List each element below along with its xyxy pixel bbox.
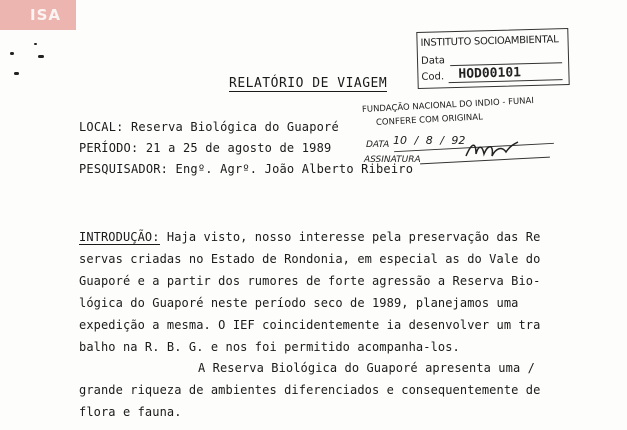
intro-heading: INTRODUÇÃO: <box>79 230 160 244</box>
field-periodo-label: PERÍODO: <box>79 141 139 155</box>
field-local-value: Reserva Biológica do Guaporé <box>131 120 339 134</box>
registry-stamp <box>416 28 569 89</box>
intro-text: Haja visto, nosso interesse pela preservação das Re <box>166 230 541 244</box>
funai-data-label: DATA <box>366 140 390 150</box>
funai-assinatura-label: ASSINATURA <box>364 155 421 165</box>
field-local-label: LOCAL: <box>79 120 124 134</box>
scan-mark <box>38 55 44 58</box>
document-title: RELATÓRIO DE VIAGEM <box>229 76 388 91</box>
para2-line-1: A Reserva Biológica do Guaporé apresenta uma / <box>198 361 535 375</box>
handwritten-signature-icon <box>462 138 522 162</box>
intro-line-3: Guaporé e a partir dos rumores de forte agressão a Reserva Bio- <box>79 274 541 288</box>
scan-mark <box>10 52 14 55</box>
field-pesquisador-value: Engº. Agrº. João Alberto Ribeiro <box>175 162 414 176</box>
scan-mark <box>34 43 37 45</box>
field-periodo-value: 21 a 25 de agosto de 1989 <box>145 141 332 155</box>
watermark-text: ISA <box>30 6 61 24</box>
funai-line1: FUNDAÇÃO NACIONAL DO INDIO - FUNAI <box>361 95 535 115</box>
field-pesquisador-label: PESQUISADOR: <box>79 162 169 176</box>
intro-line-1 <box>79 230 540 244</box>
field-pesquisador <box>79 162 413 176</box>
field-local <box>79 120 339 134</box>
intro-line-5: expedição a mesma. O IEF coincidentemente ia desenvolver um tra <box>79 318 541 332</box>
stamp-title: INSTITUTO SOCIOAMBIENTAL <box>420 34 559 49</box>
para2-line-3: flora e fauna. <box>79 405 182 419</box>
intro-line-2: servas criadas no Estado de Rondonia, em especial as do Vale do <box>79 252 541 266</box>
field-periodo <box>79 141 331 155</box>
scan-mark <box>14 72 19 75</box>
stamp-code-value: HOD00101 <box>458 65 522 82</box>
intro-line-4: lógica do Guaporé neste período seco de 1989, planejamos uma <box>79 296 519 310</box>
stamp-code-label: Cod. <box>421 71 445 83</box>
funai-data-value: 10 / 8 / 92 <box>393 134 466 147</box>
stamp-date-label: Data <box>420 55 446 67</box>
para2-line-2: grande riqueza de ambientes diferenciados e consequentemente de <box>79 383 541 397</box>
intro-line-6: balho na R. B. G. e nos foi permitido acompanha-los. <box>79 340 460 354</box>
funai-line2: CONFERE COM ORIGINAL <box>375 112 484 128</box>
